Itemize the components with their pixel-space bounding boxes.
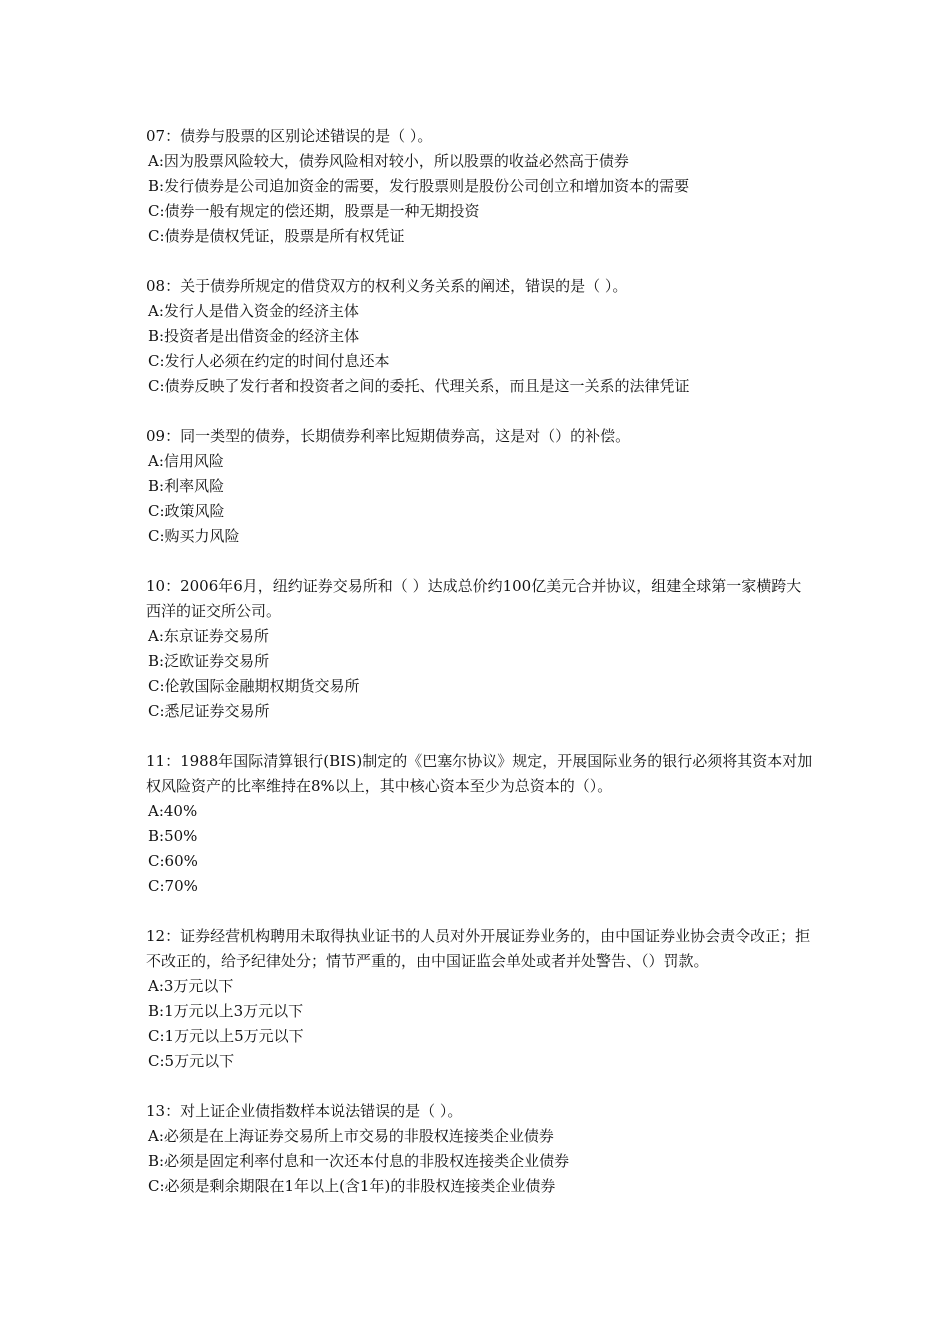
option-a: A:因为股票风险较大，债券风险相对较小，所以股票的收益必然高于债券 xyxy=(148,152,629,170)
option-b: B:投资者是出借资金的经济主体 xyxy=(148,327,360,345)
question-stem: 10：2006年6月，纽约证券交易所和（ ）达成总价约100亿美元合并协议，组建全球第一家横跨大西洋的证交所公司。 xyxy=(146,577,802,620)
option-c: C:60% xyxy=(148,852,198,870)
question-stem: 11：1988年国际清算银行(BIS)制定的《巴塞尔协议》规定，开展国际业务的银行必须将其资本对加权风险资产的比率维持在8%以上，其中核心资本至少为总资本的（）。 xyxy=(146,752,813,795)
question-stem: 12：证券经营机构聘用未取得执业证书的人员对外开展证券业务的，由中国证券业协会责令改正；拒不改正的，给予纪律处分；情节严重的，由中国证监会单处或者并处警告、（）罚款。 xyxy=(146,927,811,970)
question-11 xyxy=(146,749,814,899)
option-a: A:3万元以下 xyxy=(148,977,234,995)
question-stem: 13：对上证企业债指数样本说法错误的是（ ）。 xyxy=(146,1102,463,1120)
option-b: B:1万元以上3万元以下 xyxy=(148,1002,304,1020)
option-d: C:债券是债权凭证，股票是所有权凭证 xyxy=(148,227,405,245)
question-stem: 07：债券与股票的区别论述错误的是（ ）。 xyxy=(146,127,433,145)
option-b: B:利率风险 xyxy=(148,477,225,495)
question-stem: 09：同一类型的债券，长期债券利率比短期债券高，这是对（）的补偿。 xyxy=(146,427,631,445)
option-a: A:发行人是借入资金的经济主体 xyxy=(148,302,359,320)
exam-document xyxy=(146,124,814,1224)
question-13 xyxy=(146,1099,814,1199)
option-b: B:必须是固定利率付息和一次还本付息的非股权连接类企业债券 xyxy=(148,1152,570,1170)
option-a: A:40% xyxy=(148,802,198,820)
option-d: C:债券反映了发行者和投资者之间的委托、代理关系，而且是这一关系的法律凭证 xyxy=(148,377,690,395)
option-b: B:发行债券是公司追加资金的需要，发行股票则是股份公司创立和增加资本的需要 xyxy=(148,177,690,195)
question-09 xyxy=(146,424,814,549)
option-c: C:伦敦国际金融期权期货交易所 xyxy=(148,677,360,695)
option-d: C:购买力风险 xyxy=(148,527,240,545)
question-12 xyxy=(146,924,814,1074)
option-c: C:债券一般有规定的偿还期，股票是一种无期投资 xyxy=(148,202,480,220)
option-d: C:5万元以下 xyxy=(148,1052,235,1070)
option-b: B:泛欧证券交易所 xyxy=(148,652,270,670)
question-08 xyxy=(146,274,814,399)
option-a: A:东京证券交易所 xyxy=(148,627,269,645)
option-a: A:必须是在上海证券交易所上市交易的非股权连接类企业债券 xyxy=(148,1127,554,1145)
option-d: C:悉尼证券交易所 xyxy=(148,702,270,720)
option-c: C:发行人必须在约定的时间付息还本 xyxy=(148,352,390,370)
option-a: A:信用风险 xyxy=(148,452,224,470)
question-10 xyxy=(146,574,814,724)
question-stem: 08：关于债券所规定的借贷双方的权利义务关系的阐述，错误的是（ ）。 xyxy=(146,277,628,295)
option-c: C:必须是剩余期限在1年以上(含1年)的非股权连接类企业债券 xyxy=(148,1177,556,1195)
option-c: C:1万元以上5万元以下 xyxy=(148,1027,304,1045)
option-d: C:70% xyxy=(148,877,198,895)
option-b: B:50% xyxy=(148,827,198,845)
question-07 xyxy=(146,124,814,249)
option-c: C:政策风险 xyxy=(148,502,225,520)
